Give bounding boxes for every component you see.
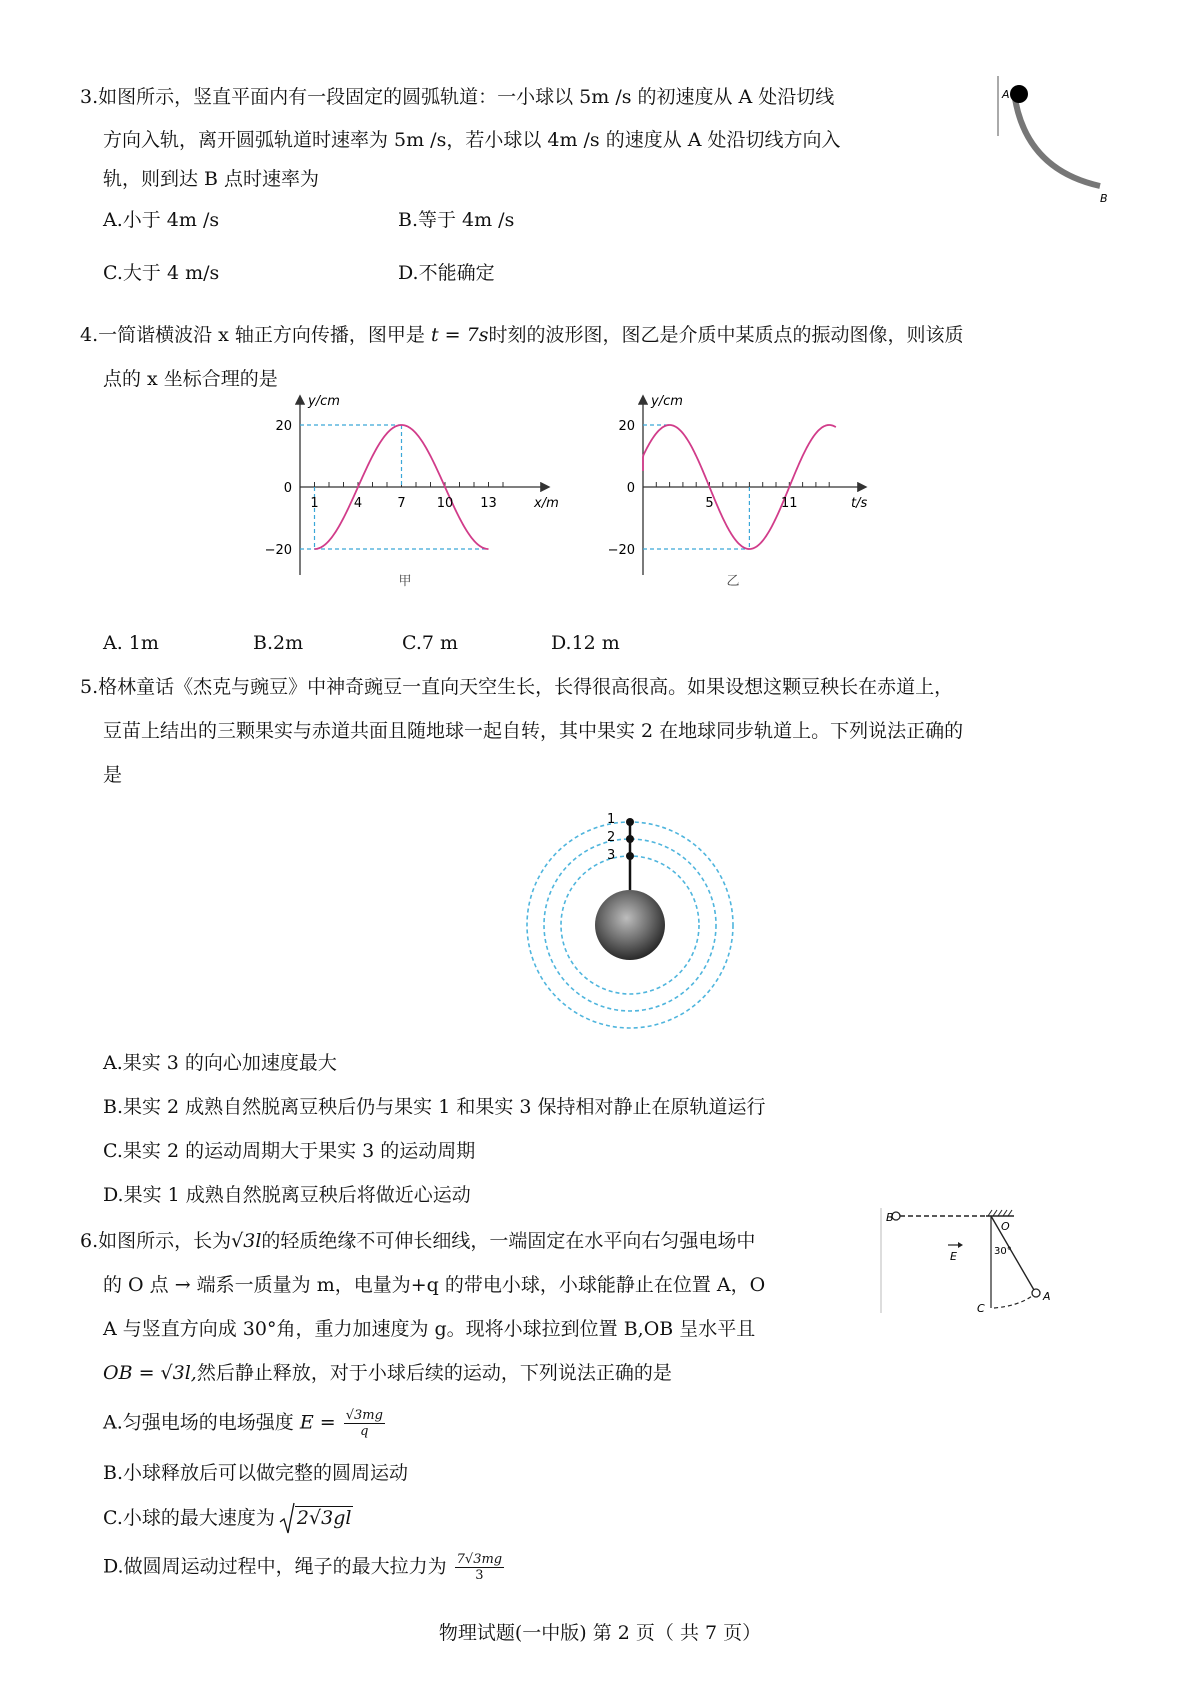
q6-option-a-numerator: √3mg (345, 1408, 383, 1423)
q6-length-expression: √3l (231, 1230, 262, 1252)
q3-option-d: D.不能确定 (398, 262, 495, 284)
q6-option-d-pre: D.做圆周运动过程中，绳子的最大拉力为 (103, 1555, 447, 1578)
y-tick-label: 20 (618, 419, 635, 434)
q6-line-1-post: 的轻质绝缘不可伸长细线，一端固定在水平向右匀强电场中 (261, 1230, 756, 1252)
q6-line-4-post: 然后静止释放，对于小球后续的运动，下列说法正确的是 (196, 1362, 672, 1384)
q5-option-d: D.果实 1 成熟自然脱离豆秧后将做近心运动 (103, 1184, 471, 1206)
q5-option-b: B.果实 2 成熟自然脱离豆秧后仍与果实 1 和果实 3 保持相对静止在原轨道运行 (103, 1096, 766, 1118)
q6-line-4 (103, 1360, 672, 1386)
q4-option-c: C.7 m (402, 632, 459, 654)
q5-line-1: 5.格林童话《杰克与豌豆》中神奇豌豆一直向天空生长，长得很高很高。如果设想这颗豆秧长在赤道上， (80, 676, 954, 698)
q6-line-1-pre: 6.如图所示，长为 (80, 1230, 232, 1252)
q5-line-3: 是 (103, 764, 123, 786)
q3-label-a: A (1002, 88, 1010, 101)
q6-label-e: E (950, 1250, 957, 1263)
fruit-label-3: 3 (607, 848, 616, 863)
field-arrowhead (958, 1242, 963, 1248)
earth (595, 890, 665, 960)
q5-line-2: 豆苗上结出的三颗果实与赤道共面且随地球一起自转，其中果实 2 在地球同步轨道上。下列说法正确的 (103, 720, 964, 742)
q6-option-b: B.小球释放后可以做完整的圆周运动 (103, 1462, 409, 1484)
q4-line-2: 点的 x 坐标合理的是 (103, 368, 278, 390)
q3-arc-track-figure (996, 74, 1126, 204)
q6-option-c-pre: C.小球的最大速度为 (103, 1507, 275, 1529)
y-tick-label: 20 (275, 419, 292, 434)
fruit-1 (626, 818, 634, 826)
q4-option-a: A. 1m (103, 632, 159, 654)
x-tick-label: 10 (436, 496, 454, 511)
q6-line-3: A 与竖直方向成 30°角，重力加速度为 g。现将小球拉到位置 B,OB 呈水平且 (103, 1318, 756, 1340)
y-axis-label: y/cm (308, 394, 340, 409)
q6-option-a (103, 1408, 385, 1439)
q3-line-1: 3.如图所示，竖直平面内有一段固定的圆弧轨道：一小球以 5m /s 的初速度从 A 处沿切线 (80, 86, 835, 108)
q6-option-c (103, 1502, 353, 1536)
q6-line-1 (80, 1228, 755, 1254)
vibration-graph-yi (607, 385, 893, 595)
q6-line-2: 的 O 点 → 端系一质量为 m，电量为+q 的带电小球，小球能静止在位置 A，O (103, 1274, 766, 1296)
fruit-label-2: 2 (607, 830, 616, 845)
chart-caption: 甲 (398, 574, 412, 589)
earth-orbit-figure (520, 812, 740, 1035)
q6-option-a-lhs: E = (299, 1411, 336, 1434)
x-tick-label: 5 (705, 496, 714, 511)
x-tick-label: 7 (397, 496, 406, 511)
q4-option-b: B.2m (253, 632, 304, 654)
q6-label-c: C (977, 1302, 985, 1315)
q3-line-3: 轨，则到达 B 点时速率为 (103, 168, 320, 190)
q6-option-d (103, 1552, 504, 1583)
wave-graph-jia (260, 385, 580, 595)
q6-label-a: A (1043, 1290, 1051, 1303)
fruit-2 (626, 835, 634, 843)
q6-option-d-fraction (455, 1552, 504, 1583)
page-footer: 物理试题(一中版) 第 2 页（ 共 7 页） (438, 1622, 762, 1644)
ceiling-hatch (988, 1210, 1012, 1216)
arc-ca (994, 1296, 1032, 1308)
q6-option-a-pre: A.匀强电场的电场强度 (103, 1411, 300, 1434)
sqrt-sign (279, 1502, 295, 1536)
fruit-3 (626, 852, 634, 860)
q3-arc-track (1014, 92, 1100, 186)
q3-option-a: A.小于 4m /s (103, 209, 220, 231)
y-tick-label: 0 (283, 481, 292, 496)
q4-line-1 (80, 322, 963, 348)
pendulum-field-figure (880, 1208, 1070, 1320)
q6-label-b: B (886, 1211, 894, 1224)
y-axis-label: y/cm (651, 394, 683, 409)
x-axis-label: x/m (534, 496, 559, 511)
q3-label-b: B (1100, 192, 1108, 205)
q4-line-1-pre: 4.一简谐横波沿 x 轴正方向传播，图甲是 (80, 324, 431, 346)
q6-ob-expression: OB = √3l, (103, 1362, 197, 1384)
chart-caption: 乙 (726, 574, 740, 589)
ball-at-a (1032, 1289, 1040, 1297)
q6-option-d-denominator: 3 (475, 1568, 484, 1583)
q4-option-d: D.12 m (551, 632, 620, 654)
q6-label-o: O (1001, 1220, 1010, 1233)
x-tick-label: 1 (310, 496, 319, 511)
y-tick-label: 0 (626, 481, 635, 496)
q6-option-a-denominator: q (360, 1424, 369, 1439)
y-tick-label: −20 (264, 543, 292, 558)
q6-option-c-radicand: 2√3gl (296, 1507, 352, 1529)
x-tick-label: 11 (781, 496, 798, 511)
q5-option-a: A.果实 3 的向心加速度最大 (103, 1052, 337, 1074)
y-tick-label: −20 (607, 543, 635, 558)
q3-ball (1010, 85, 1028, 103)
q4-line-1-post: 时刻的波形图，图乙是介质中某质点的振动图像，则该质 (488, 324, 964, 346)
x-tick-label: 4 (353, 496, 363, 511)
q3-line-2: 方向入轨，离开圆弧轨道时速率为 5m /s，若小球以 4m /s 的速度从 A 处沿切线方向入 (103, 129, 841, 151)
q3-option-b: B.等于 4m /s (398, 209, 515, 231)
q6-option-d-numerator: 7√3mg (456, 1552, 503, 1567)
x-axis-label: t/s (851, 496, 868, 511)
q6-option-a-fraction (344, 1408, 385, 1439)
q6-label-angle: 30° (994, 1246, 1012, 1257)
q3-option-c: C.大于 4 m/s (103, 262, 220, 284)
q5-option-c: C.果实 2 的运动周期大于果实 3 的运动周期 (103, 1140, 476, 1162)
x-tick-label: 13 (480, 496, 497, 511)
q4-time-expression: t = 7s (430, 324, 489, 346)
fruit-label-1: 1 (607, 812, 616, 827)
